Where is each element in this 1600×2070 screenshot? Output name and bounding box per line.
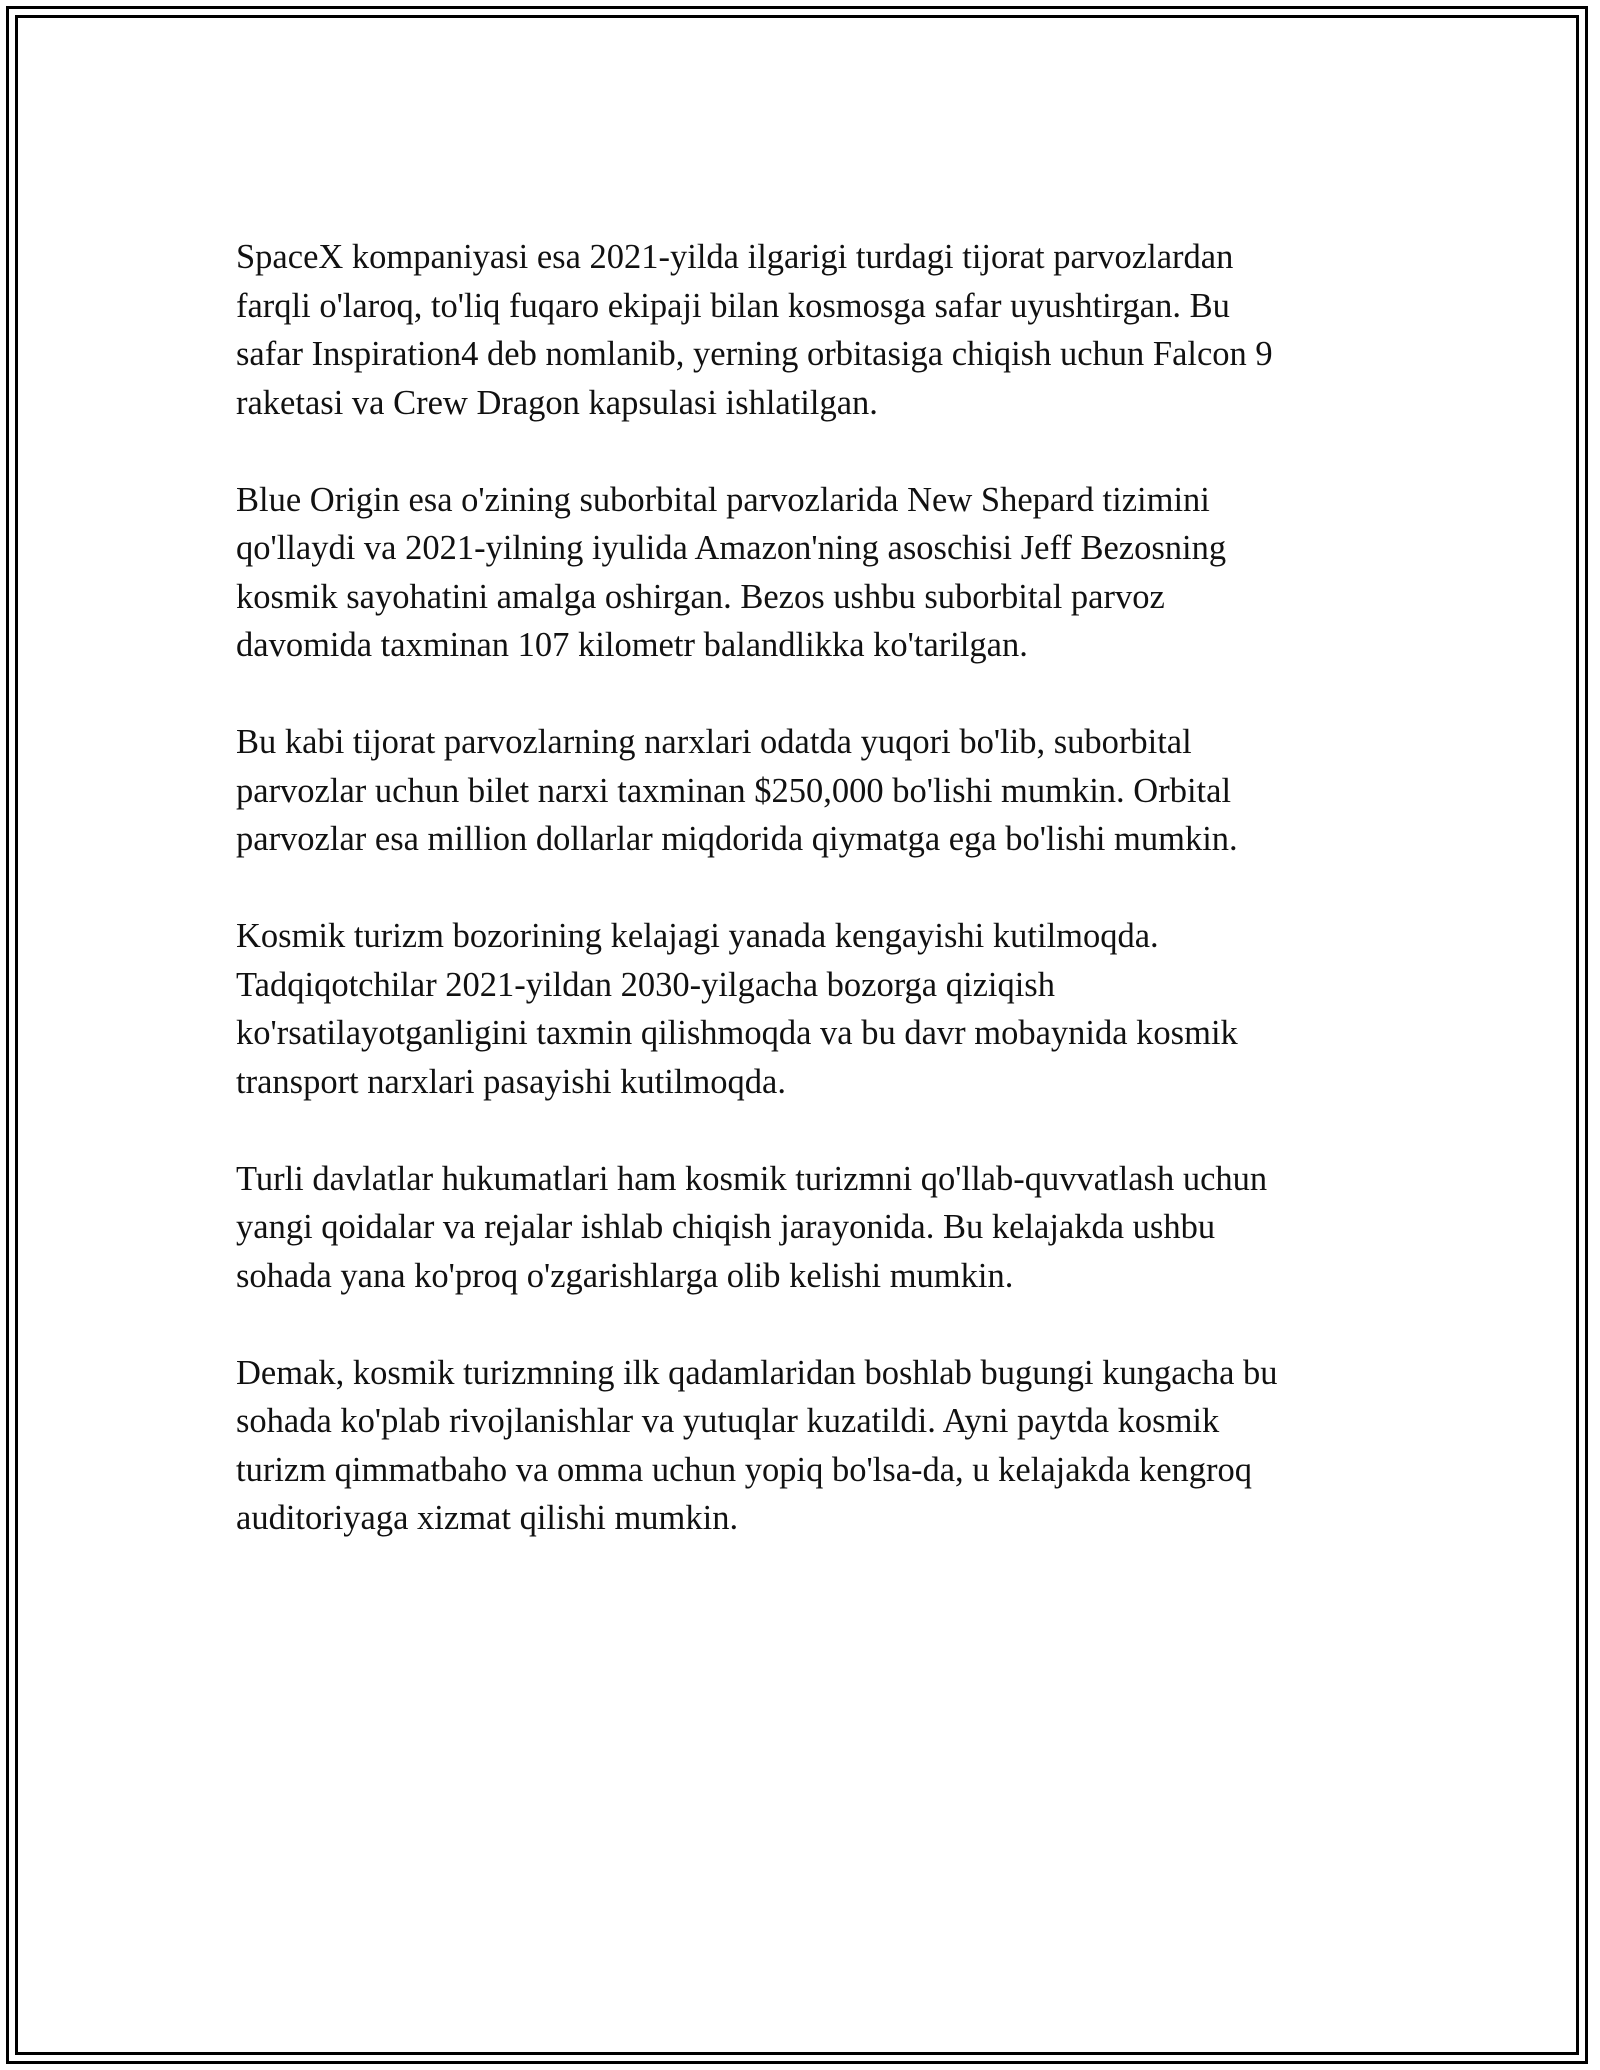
paragraph-prices: Bu kabi tijorat parvozlarning narxlari odatda yuqori bo'lib, suborbital parvozlar uchun bilet narxi taxminan $250,000 bo'lishi mumkin. Orbital parvozlar esa million dollarlar miqdorida qiymatga ega bo'lishi mumkin. — [236, 723, 1238, 858]
paragraph-blue-origin: Blue Origin esa o'zining suborbital parvozlarida New Shepard tizimini qo'llaydi va 2021-yilning iyulida Amazon'ning asoschisi Jeff Bezosning kosmik sayohatini amalga oshirgan. Bezos ushbu suborbital parvoz davomida taxminan 107 kilometr balandlikka ko'tarilgan. — [236, 480, 1227, 664]
paragraph-spacex: SpaceX kompaniyasi esa 2021-yilda ilgarigi turdagi tijorat parvozlardan farqli o'laroq, to'liq fuqaro ekipaji bilan kosmosga safar uyushtirgan. Bu safar Inspiration4 deb nomlanib, yerning orbitasiga chiqish uchun Falcon 9 raketasi va Crew Dragon kapsulasi ishlatilgan. — [236, 238, 1273, 422]
paragraph-market-future: Kosmik turizm bozorining kelajagi yanada kengayishi kutilmoqda. Tadqiqotchilar 2021-yildan 2030-yilgacha bozorga qiziqish ko'rsatilayotganligini taxmin qilishmoqda va bu davr mobaynida kosmik transport narxlari pasayishi kutilmoqda. — [236, 917, 1238, 1101]
paragraph-conclusion: Demak, kosmik turizmning ilk qadamlaridan boshlab bugungi kungacha bu sohada ko'plab rivojlanishlar va yutuqlar kuzatildi. Ayni paytda kosmik turizm qimmatbaho va omma uchun yopiq bo'lsa-da, u kelajakda kengroq auditoriyaga xizmat qilishi mumkin. — [236, 1353, 1278, 1537]
paragraph-governments: Turli davlatlar hukumatlari ham kosmik turizmni qo'llab-quvvatlash uchun yangi qoidalar va rejalar ishlab chiqish jarayonida. Bu kelajakda ushbu sohada yana ko'proq o'zgarishlarga olib kelishi mumkin. — [236, 1159, 1268, 1295]
document-body — [236, 233, 1366, 1591]
